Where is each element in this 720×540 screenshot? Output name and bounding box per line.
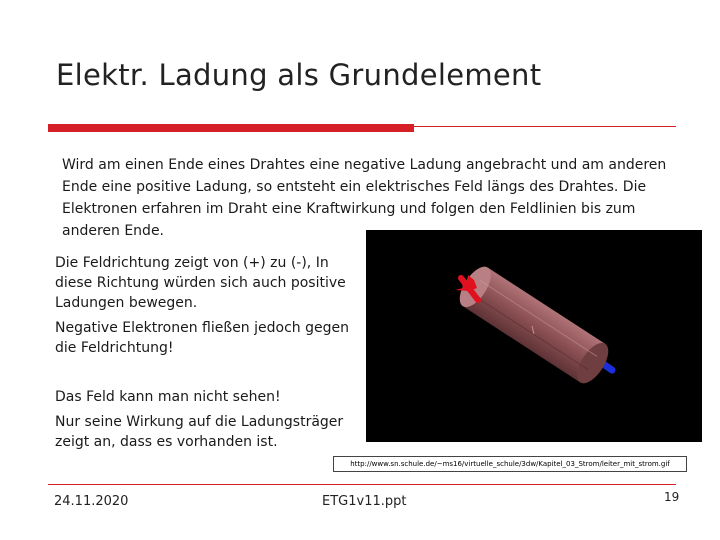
slide-number: 19 [664, 490, 680, 504]
title-divider-line [414, 126, 676, 127]
slide-title: Elektr. Ladung als Grundelement [56, 58, 542, 92]
footer-filename: ETG1v11.ppt [322, 494, 407, 509]
wire-animation-image [366, 230, 702, 442]
wire-with-current-illustration [366, 230, 702, 442]
title-accent-bar [48, 124, 414, 132]
intro-paragraph: Wird am einen Ende eines Drahtes eine negative Ladung angebracht und am anderen Ende eine positive Ladung, so entsteht ein elektrisches Feld längs des Drahtes. Die Elektronen erfahren im Draht eine Kraftwirkung und folgen den Feldlinien bis zum anderen Ende. [62, 157, 667, 239]
footer-date: 24.11.2020 [54, 494, 129, 509]
footer-divider-line [48, 484, 676, 485]
electron-flow-text: Negative Elektronen fließen jedoch gegen die Feldrichtung! [55, 320, 349, 356]
field-invisible-text: Das Feld kann man nicht sehen! [55, 389, 281, 405]
image-source-url[interactable]: http://www.sn.schule.de/~ms16/virtuelle_schule/3dw/Kapitel_03_Strom/leiter_mit_strom.gif [333, 456, 687, 472]
field-direction-text: Die Feldrichtung zeigt von (+) zu (-), In diese Richtung würden sich auch positive Ladungen bewegen. [55, 255, 346, 311]
field-effect-text: Nur seine Wirkung auf die Ladungsträger zeigt an, dass es vorhanden ist. [55, 414, 344, 450]
wire-cylinder [454, 262, 615, 389]
